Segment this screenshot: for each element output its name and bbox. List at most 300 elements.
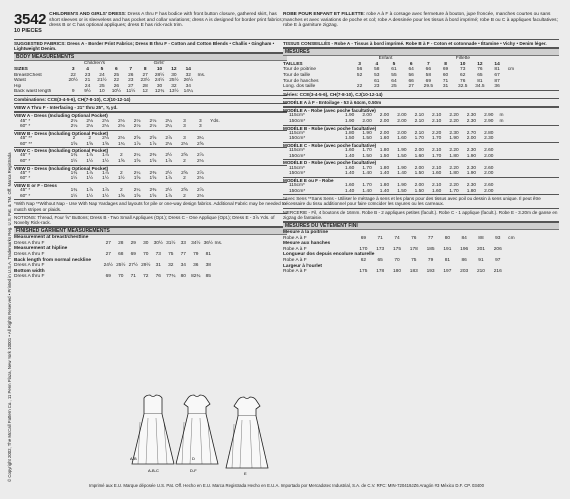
notions: NOTIONS: Thread, Four ⅝" Buttons; Dress B - Two Small Appliques (Opt.); Dress C - One Applique (Opt.); Dress E - 3⅞ Yds. of Novelty Rick-rack. (14, 214, 287, 227)
size-cell: 5 (392, 61, 396, 67)
table-cell: 2 (88, 135, 92, 141)
table-cell: 1.70 (431, 136, 442, 142)
table-cell: 27 (408, 84, 414, 90)
table-cell: 1.60 (431, 171, 442, 177)
size-cell: 10 (156, 67, 163, 72)
table-cell: 81 (444, 257, 451, 263)
table-cell: 73 (155, 251, 161, 257)
pattern-id-block (14, 12, 46, 34)
table-cell: 1.70 (362, 165, 372, 171)
row-label: 45" * (20, 188, 31, 194)
table-cell: 69 (130, 251, 136, 257)
unit-label (498, 189, 510, 195)
table-cell: 81 (477, 78, 483, 84)
drawing-label-a-b: A-B (130, 456, 137, 461)
table-cell: 1¾ (70, 188, 78, 194)
unit-label (215, 263, 225, 269)
table-cell: 1½ (70, 158, 78, 164)
table-cell: 2.00 (379, 113, 390, 119)
table-cell: 26 (113, 83, 120, 89)
table-cell: 2½ (165, 153, 173, 159)
unit-label (506, 258, 518, 264)
drawing-label-e: E (244, 471, 247, 476)
unit-label (208, 194, 226, 200)
table-cell: 1½ (86, 193, 94, 199)
table-cell: 1.50 (362, 136, 372, 142)
table-cell: 28 (118, 240, 124, 246)
table-cell: 65 (377, 257, 383, 263)
table-cell: 2.60 (484, 148, 494, 154)
table-cell: 1.60 (431, 188, 442, 194)
table-cell: 2⅛ (70, 118, 78, 124)
table-cell: 2.00 (484, 153, 494, 159)
table-cell: 2.90 (484, 113, 494, 119)
table-cell: 21 (84, 78, 91, 84)
garment-drawings (126, 386, 276, 476)
table-cell: 1.40 (379, 171, 390, 177)
table-cell: 68 (118, 251, 124, 257)
table-cell: 1.80 (379, 148, 390, 154)
table-cell: 2.00 (397, 130, 407, 136)
table-cell: 80 (180, 274, 186, 280)
table-cell: 1½ (70, 193, 78, 199)
mesures-table (283, 62, 559, 90)
copyright-text: © Copyright 2002, The McCall Pattern Co., 11 Penn Plaza, New York 10001 • All Rights Reserved • Printed in U.S.A. Trademarks Reg. U.S. Pat. & TM. Off. Marca Registrada (7, 152, 12, 482)
table-cell: 1½ (117, 176, 125, 182)
row-label: Dress A thru F (14, 251, 45, 257)
body-measurements-table (14, 67, 287, 95)
row-label: Tour de taille (283, 72, 311, 78)
table-cell: 185 (426, 246, 435, 252)
table-cell: 12 (142, 89, 148, 95)
size-cell: 7 (427, 61, 430, 67)
table-cell: 2.20 (431, 130, 442, 136)
english-title: CHILDREN'S AND GIRLS' DRESS (49, 12, 125, 17)
table-cell: 21½ (97, 78, 107, 84)
table-cell: 66 (408, 78, 414, 84)
table-cell: 2.30 (466, 113, 477, 119)
table-cell: 2.10 (431, 113, 442, 119)
table-cell: 1.40 (345, 153, 355, 159)
table-cell: 11½ (126, 89, 136, 95)
mercerie: MERCERIE - Fil, 4 boutons de 16mm. Robe B - 2 appliques petites (facult.). Robe C - 1 applique (facult.). Robe E - 3.20m de ganse en zigzag de fantaisie. (283, 209, 559, 222)
table-cell: 2⅛ (149, 118, 157, 124)
table-cell: 34 (180, 263, 186, 269)
table-cell: 2⅝ (181, 188, 188, 194)
english-description (49, 12, 287, 29)
row-label: 60" * (20, 124, 31, 130)
table-cell: 28½ (154, 72, 165, 78)
table-cell: 3 (183, 124, 186, 130)
row-label: 60" ** (20, 141, 33, 147)
unit-label: Yds. (210, 118, 220, 124)
table-cell: 1⅞ (165, 158, 173, 164)
table-cell: 1⅞ (102, 188, 109, 194)
table-cell: 64 (408, 67, 414, 73)
table-cell: 31 (155, 263, 161, 269)
table-cell: 77¾ (166, 274, 176, 280)
table-cell: 170 (359, 246, 368, 252)
table-cell: 2⅝ (181, 170, 188, 176)
table-cell: 93 (495, 235, 501, 241)
model-title: MODÈLE D - Robe (avec poche facultative) (283, 159, 559, 165)
table-cell: 1.90 (449, 136, 459, 142)
yardage-table (14, 112, 287, 199)
table-cell: 66 (425, 67, 432, 73)
table-cell: 26 (128, 72, 134, 78)
row-label: Robe A à F (283, 235, 307, 241)
table-cell: 2⅛ (102, 118, 109, 124)
size-cell: 12 (171, 67, 177, 72)
drawing-label-a-b-c: A-B-C (148, 468, 159, 473)
table-cell: 203 (460, 269, 469, 275)
table-cell: 9½ (84, 89, 91, 95)
footer: Imprimé aux E.U. Marque déposée U.S. Pat. Off. Hecho en E.U. Marca Registrada Hecho en E.U.A. Importado por Mercadotec Industrial, S.A. de C.V. RFC: MIN-720419JZ6 Aragón #3 México D.F. CP. 03400 (89, 483, 484, 488)
table-cell: 1.40 (362, 171, 372, 177)
table-cell: 23 (128, 78, 134, 84)
size-cell: 6 (409, 61, 413, 67)
table-cell: 1.50 (397, 188, 407, 194)
row-label: 115cm* (289, 130, 305, 136)
size-cell: 4 (86, 67, 89, 72)
table-cell: 29 (130, 240, 136, 246)
table-cell: 1.50 (345, 136, 355, 142)
table-cell: 2⅛ (181, 141, 188, 147)
row-label: Dress A thru F (14, 274, 45, 280)
table-cell: 69 (425, 78, 432, 84)
table-cell: 77 (180, 251, 186, 257)
table-cell: 2.00 (362, 118, 372, 124)
table-cell: 25 (99, 83, 105, 89)
table-cell: 196 (460, 246, 469, 252)
table-cell: 31½ (166, 240, 176, 246)
table-cell: 2⅛ (102, 124, 109, 130)
table-cell: 1⅞ (102, 153, 109, 159)
dress-back-sleeve-drawing (176, 395, 218, 464)
table-cell: 72 (143, 274, 149, 280)
table-cell: 1⅞ (133, 141, 141, 147)
table-cell: 2⅞ (196, 153, 204, 159)
row-label: Tour de hanches (283, 78, 319, 84)
table-cell: 73 (460, 67, 466, 73)
table-cell: 201 (476, 246, 485, 252)
table-cell: 1.70 (431, 153, 442, 159)
table-cell: 58 (425, 72, 432, 78)
row-label: 45" * (20, 153, 31, 159)
table-cell: 1.40 (379, 188, 390, 194)
table-cell: 1⅝ (86, 141, 94, 147)
row-label: 45" * (20, 118, 31, 124)
table-cell: 1⅞ (86, 153, 94, 159)
table-cell: 1½ (102, 158, 109, 164)
table-cell: 82¾ (191, 274, 201, 280)
row-label: 150cm* (289, 118, 306, 124)
drawing-label-d: D (192, 456, 195, 461)
fr-nap-note: *Avec Sens **Sans Sens - Utiliser le métrage à sens et les plans pour des tissus avec poil ou dessin à sens unique. Il peut être nécessaire du tissu additionnel pour faire coïncider les rayures ou les carreaux. (283, 194, 559, 208)
table-cell: 32.5 (458, 84, 468, 90)
row-label: Tour de poitrine (283, 67, 317, 73)
table-cell: 2.20 (449, 165, 459, 171)
table-cell: 24 (99, 72, 105, 78)
table-cell: 14¼ (183, 89, 193, 95)
table-cell: 27 (128, 83, 134, 89)
table-cell: 36 (494, 84, 500, 90)
table-cell: 1⅝ (70, 141, 78, 147)
table-cell: 1.40 (345, 188, 355, 194)
model-title: MODÈLE C - Robe (avec poche facultative) (283, 142, 559, 148)
table-cell: 24½ (154, 78, 165, 84)
table-cell: 56 (356, 67, 363, 73)
table-cell: 81 (494, 67, 500, 73)
table-cell: 2.10 (431, 165, 442, 171)
row-label: Robe A à F (283, 269, 307, 275)
table-cell: 2⅜ (149, 188, 157, 194)
table-cell: 29.5 (423, 84, 434, 90)
table-cell: 86 (461, 257, 467, 263)
table-cell: 2 (183, 158, 186, 164)
table-cell: 30½ (153, 240, 163, 246)
series: Séries: CCE(3-4-5-6), CH(7-8-10), CJ(10-12-14) (283, 90, 559, 99)
table-cell: 2.60 (484, 165, 494, 171)
table-cell: 1.50 (379, 153, 390, 159)
table-cell: 1.50 (362, 153, 372, 159)
table-cell: 1.90 (466, 153, 477, 159)
row-label: Largeur à l'ourlet (283, 263, 322, 269)
table-cell: 2⅛ (196, 193, 204, 199)
table-cell: 2.20 (449, 113, 459, 119)
table-cell: 65 (477, 72, 483, 78)
table-cell: 20½ (68, 78, 78, 84)
group-children: Children's (83, 61, 106, 67)
table-cell: 2⅞ (196, 170, 204, 176)
table-cell: 2 (72, 135, 76, 141)
dress-back-long-drawing (226, 397, 268, 468)
table-cell: 2½ (165, 170, 173, 176)
table-cell: 1.90 (345, 118, 355, 124)
row-label: 150cm* (289, 136, 306, 142)
table-cell: 1⅞ (165, 193, 173, 199)
table-cell: 22 (70, 72, 76, 78)
table-cell: 2.00 (397, 118, 407, 124)
table-cell: 2⅜ (149, 153, 157, 159)
table-cell: 1.70 (449, 188, 459, 194)
drawing-label-d-f: D-F (190, 468, 197, 473)
table-cell: 30 (143, 240, 149, 246)
table-cell: 2.00 (379, 118, 390, 124)
table-cell: 9 (71, 89, 75, 95)
size-cell: 3 (71, 67, 75, 72)
table-cell: 2.00 (484, 171, 494, 177)
unit-label (215, 252, 225, 258)
table-cell: 36½ (203, 240, 213, 246)
table-cell: 1.90 (397, 165, 407, 171)
row-label: 115cm* (289, 148, 305, 154)
unit-label (498, 154, 510, 160)
table-cell: 1⅝ (133, 176, 141, 182)
table-cell: 29½ (141, 263, 151, 269)
size-cell: 14 (494, 61, 500, 67)
size-cell: 12 (477, 61, 483, 67)
table-cell: 183 (409, 269, 418, 275)
table-cell: 23 (84, 72, 91, 78)
fr-finished-table (283, 230, 559, 275)
size-cell: 4 (375, 61, 379, 67)
table-cell: 2.80 (484, 130, 494, 136)
table-cell: 1⅞ (86, 170, 94, 176)
table-cell: 2⅛ (86, 124, 94, 130)
table-cell: 1¾ (70, 153, 78, 159)
table-cell: 2.00 (397, 113, 407, 119)
tissus-conseilles: TISSUS CONSEILLÉS - Robe A - Tissus à bord imprimé. Robe B à F - Coton et cotonnade • Étamine • Vichy • Denim léger. (283, 39, 559, 48)
size-cell: 5 (100, 67, 104, 72)
table-cell: 2.10 (414, 118, 424, 124)
table-cell: 52 (356, 72, 363, 78)
table-cell: 2 (119, 170, 123, 176)
table-cell: 1.60 (414, 153, 424, 159)
english-header (14, 12, 287, 39)
row-label: Mesure à la poitrine (283, 229, 329, 235)
table-cell: 1.80 (466, 188, 477, 194)
model-title: MODÈLE B - Robe (avec poche facultative) (283, 125, 559, 131)
table-cell: 75 (168, 251, 174, 257)
table-cell: 1.40 (397, 171, 407, 177)
group-girls: Girls' (153, 61, 165, 67)
table-cell: 1.40 (362, 188, 372, 194)
table-cell: 67 (494, 72, 500, 78)
row-label: 150cm* (289, 188, 306, 194)
french-column (283, 12, 559, 275)
table-cell: 76 (411, 235, 417, 241)
english-column (14, 12, 287, 280)
table-cell: 27½ (128, 263, 138, 269)
table-cell: 2⅞ (165, 135, 173, 141)
table-cell: 76 (460, 78, 466, 84)
table-cell: 64 (391, 78, 397, 84)
table-cell: 61 (374, 78, 380, 84)
table-cell: 2⅝ (196, 141, 204, 147)
table-cell: 1.80 (379, 165, 390, 171)
nap-note: *With Nap **Without Nap - Use With Nap Yardages and layouts for pile or one-way design fabrics. Additional Fabric may be needed to match stripes or plaids. (14, 199, 287, 213)
table-cell: 81 (205, 251, 211, 257)
table-cell: 30 (156, 83, 163, 89)
table-cell: 28 (142, 83, 148, 89)
row-label: Mesure aux hanches (283, 241, 331, 247)
table-cell: 23 (374, 84, 380, 90)
table-cell: 69 (442, 67, 449, 73)
finished-measurements-table (14, 235, 287, 280)
table-cell: 1.70 (362, 182, 372, 188)
view-title: VIEW C - Dress (Including Optional Pocket) (14, 147, 287, 153)
row-label: 45" * (20, 170, 31, 176)
table-cell: 34½ (191, 240, 201, 246)
table-cell: 180 (392, 269, 401, 275)
table-cell: 191 (443, 246, 452, 252)
table-cell: 216 (493, 269, 502, 275)
table-cell: 1⅝ (102, 141, 109, 147)
table-cell: 2.00 (414, 148, 424, 154)
table-cell: 1½ (70, 176, 78, 182)
unit-label (215, 274, 225, 280)
table-cell: 84 (461, 235, 467, 241)
table-cell: 1⅞ (149, 141, 157, 147)
table-cell: 2⅞ (196, 188, 204, 194)
table-cell: 30 (171, 72, 177, 78)
table-cell: 2⅛ (117, 135, 125, 141)
table-cell: 2¼ (133, 153, 141, 159)
model-title: MODÈLE A - Robe (avec poche facultative) (283, 107, 559, 113)
table-cell: 55 (391, 72, 397, 78)
table-cell: 3 (198, 118, 202, 124)
table-cell: 1⅝ (117, 158, 125, 164)
table-cell: 1⅝ (117, 193, 125, 199)
table-cell: 1¾ (117, 141, 125, 147)
table-cell: 70 (118, 274, 124, 280)
table-cell: 1.90 (345, 113, 355, 119)
table-cell: 53 (374, 72, 380, 78)
table-cell: 79 (193, 251, 199, 257)
table-cell: 2.00 (466, 136, 477, 142)
table-cell: 1⅝ (149, 176, 157, 182)
table-cell: 2¼ (133, 170, 141, 176)
table-cell: 13½ (169, 89, 179, 95)
row-label: Long. dos taille (283, 84, 316, 90)
copyright-strip (0, 12, 14, 482)
table-cell: 25½ (169, 78, 179, 84)
french-description (283, 12, 559, 39)
table-cell: 97 (495, 257, 501, 263)
table-cell: 62 (460, 72, 466, 78)
table-cell: 1.40 (345, 171, 355, 177)
table-cell: 1⅝ (149, 158, 157, 164)
table-cell: 58 (374, 67, 380, 73)
table-cell: 25 (391, 84, 397, 90)
size-cell: 7 (129, 67, 133, 72)
size-cell: 10 (460, 61, 466, 67)
row-label: 150cm* (289, 153, 306, 159)
table-cell: 2⅛ (117, 124, 125, 130)
table-cell: 2.20 (449, 182, 459, 188)
table-cell: 2.30 (466, 148, 477, 154)
unit-label: cm (508, 235, 515, 241)
table-cell: 1.70 (362, 148, 372, 154)
table-cell: 77 (427, 235, 434, 241)
table-cell: 2.10 (414, 113, 424, 119)
table-cell: 2.10 (414, 130, 424, 136)
table-cell: 2.70 (466, 130, 477, 136)
table-cell: 175 (359, 269, 368, 275)
row-label: 60" * (20, 158, 31, 164)
entoilage-a-f: MODÈLE A à F - Entoilage - 53 à 64cm, 0.50m (283, 99, 559, 107)
table-cell: 2 (119, 188, 123, 194)
table-cell: 206 (493, 246, 502, 252)
table-cell: 3 (183, 118, 186, 124)
table-cell: 1⅞ (86, 188, 94, 194)
table-cell: 2.60 (484, 182, 494, 188)
table-cell: 27 (105, 240, 111, 246)
table-cell: 1.90 (466, 171, 477, 177)
table-cell: 1.80 (449, 153, 459, 159)
table-cell: 87 (494, 78, 500, 84)
table-cell: 178 (409, 246, 418, 252)
interfacing-view-a-f: VIEW A Thru F - Interfacing - 21" thru 25", ⅝ yd. (14, 104, 287, 112)
row-label: 60" * (20, 176, 31, 182)
combinations: Combinations: CCE(3-4-5-6), CH(7-8-10), CJ(10-12-14) (14, 95, 287, 104)
table-cell: 193 (426, 269, 435, 275)
table-cell: 74 (394, 235, 400, 241)
table-cell: 2⅝ (133, 135, 141, 141)
table-cell: 2¼ (165, 124, 173, 130)
fr-finished-title: MESURES DU VÊTEMENT FINI (283, 222, 559, 230)
